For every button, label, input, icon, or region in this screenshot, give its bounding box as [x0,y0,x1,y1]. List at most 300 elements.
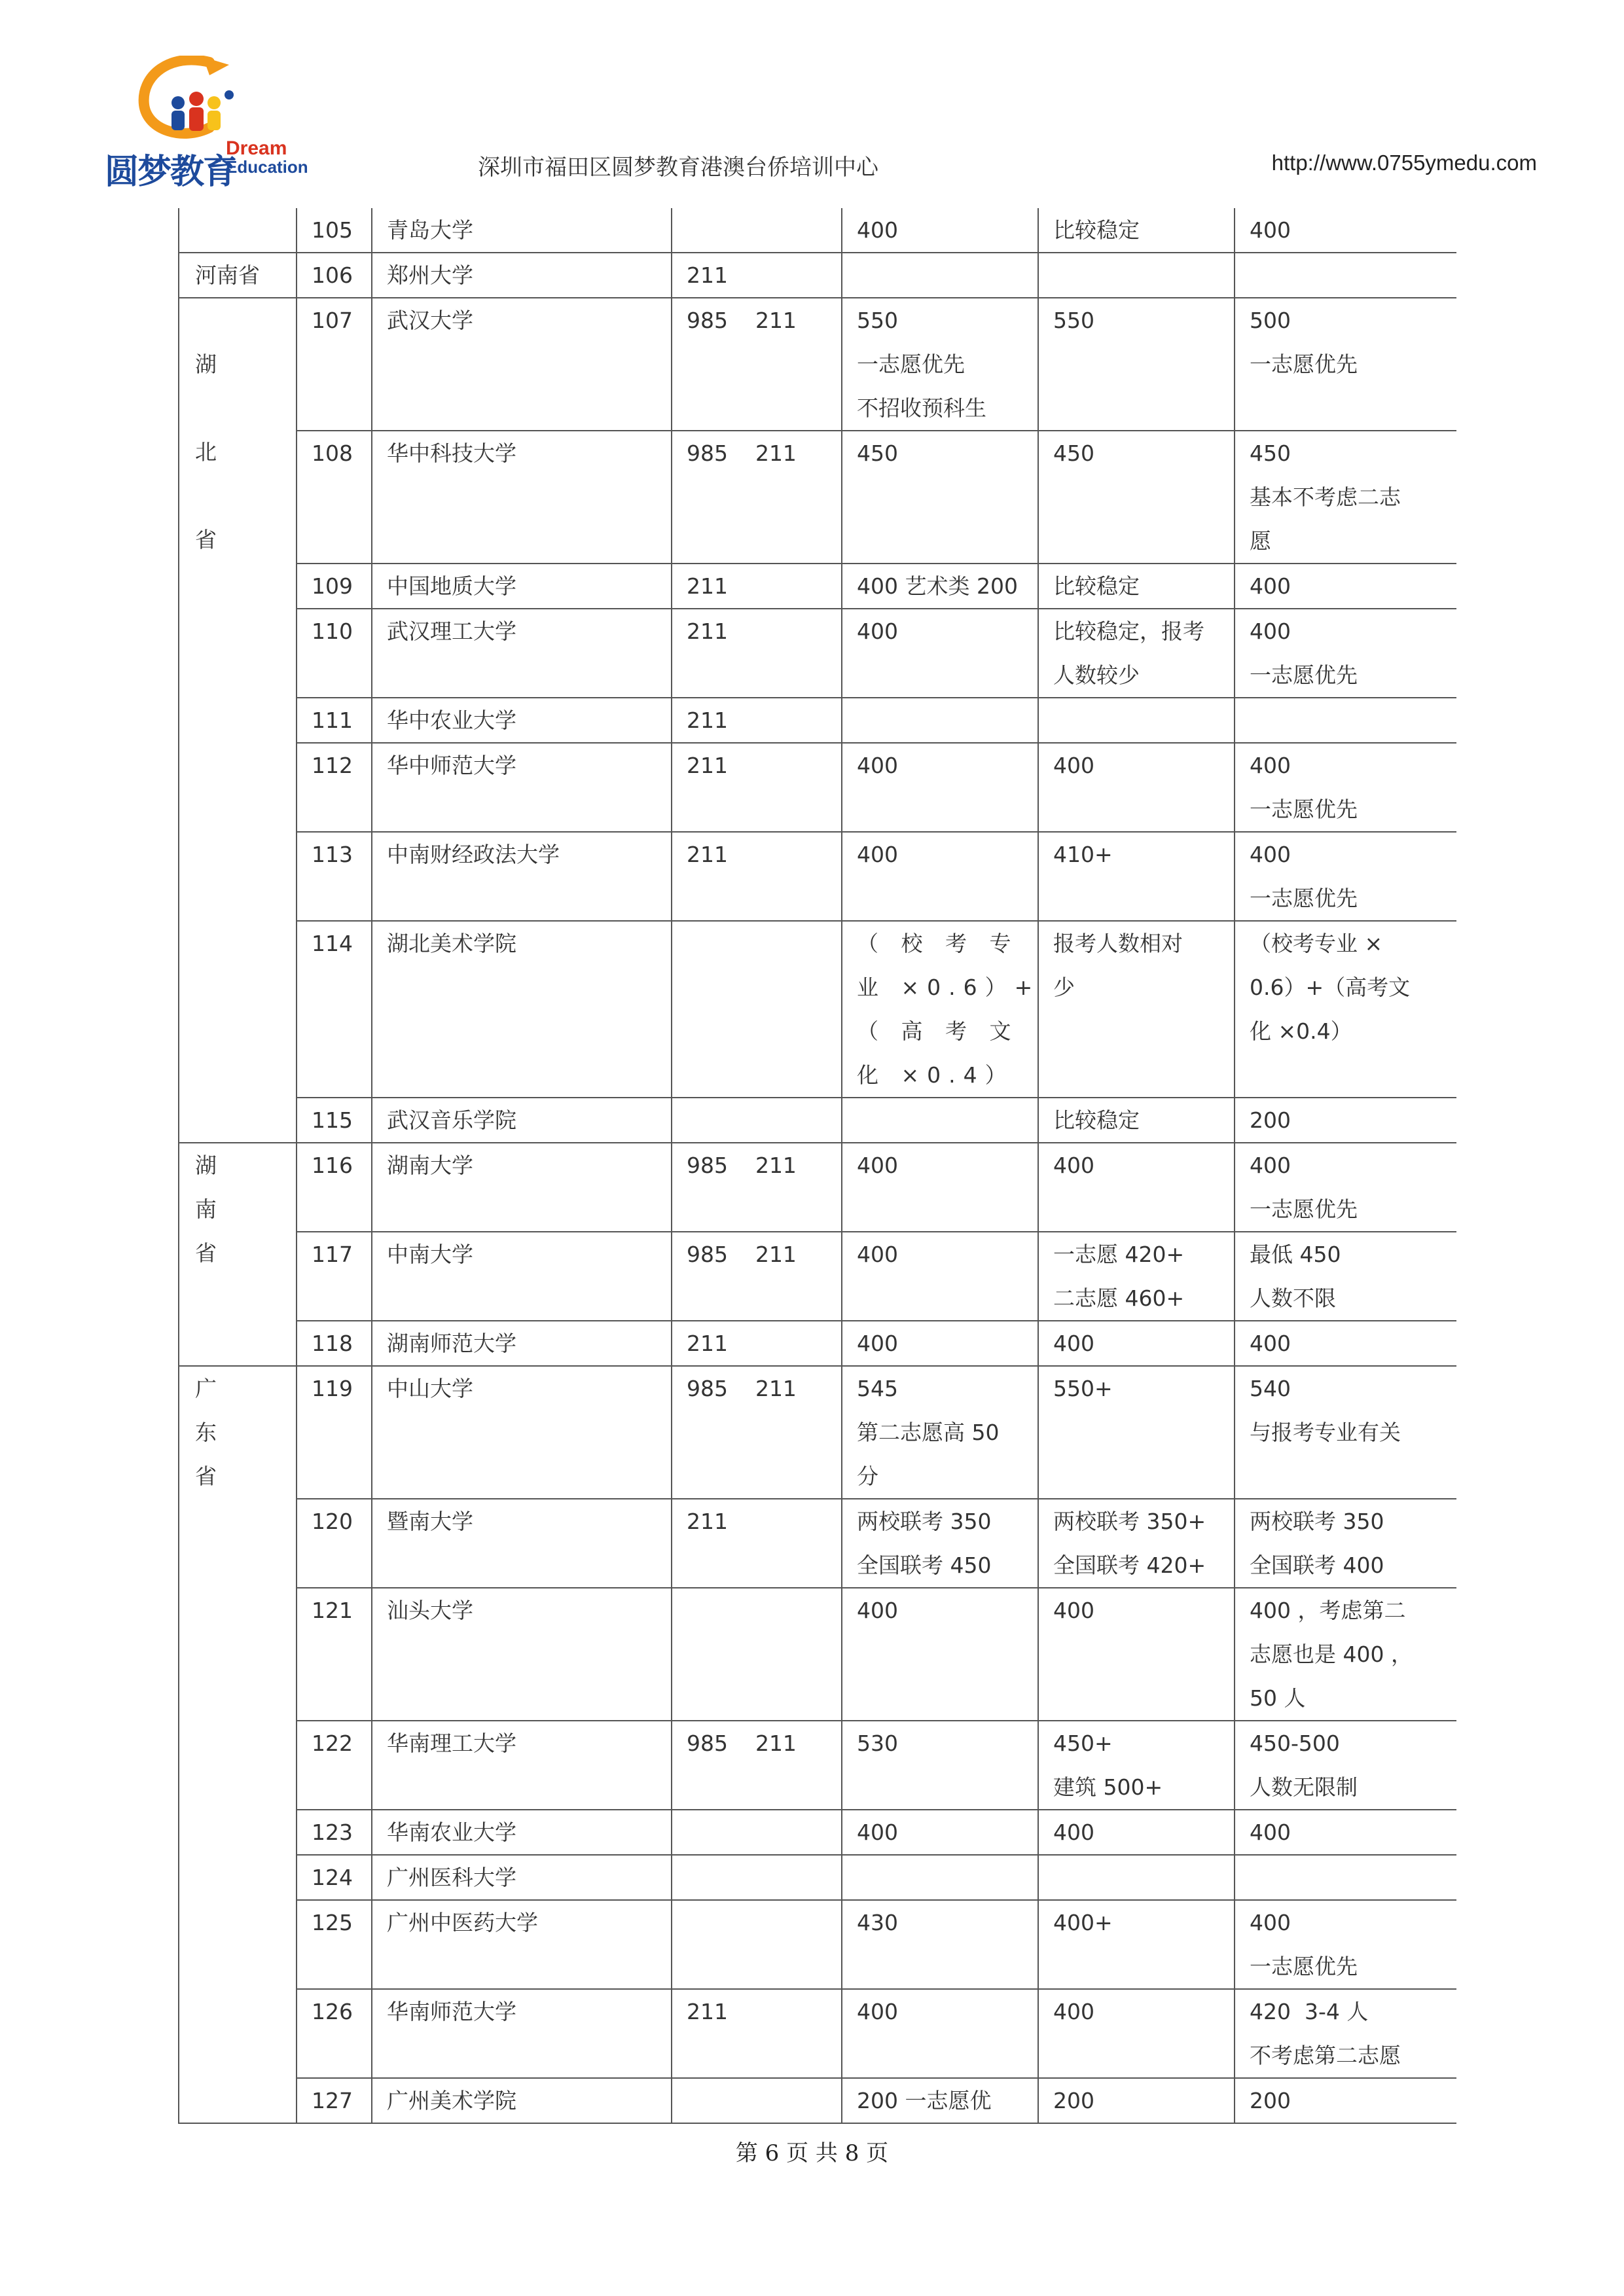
score-text: 二志愿 460+ [1053,1285,1185,1311]
table-row [179,1989,1456,2078]
school-number-cell [297,1721,372,1810]
score-text: 人数无限制 [1250,1774,1358,1800]
school-tag-cell [672,1721,842,1810]
school-tag: 211 [687,573,728,599]
score-text: 报考人数相对 [1053,931,1183,956]
score-cell-2 [1038,1499,1235,1588]
school-name-cell [372,698,672,743]
score-text: 450 [857,440,898,466]
score-cell-1 [842,921,1041,1098]
school-number: 105 [312,217,353,243]
school-name-cell [372,743,672,832]
score-text: 愿 [1250,528,1271,554]
school-number: 119 [312,1376,353,1401]
score-text: 500 [1250,308,1291,333]
province-label: 湖 [195,351,217,377]
table-row [179,431,1456,564]
score-cell-1 [842,431,1038,564]
score-text: 550+ [1053,1376,1113,1401]
score-text: 50 人 [1250,1685,1306,1711]
school-number-cell [297,609,372,698]
score-text: 200 一志愿优 [857,2088,992,2113]
school-number-cell [297,1855,372,1900]
score-cell-3 [1235,1721,1456,1810]
score-cell-3 [1235,1098,1456,1143]
school-number: 125 [312,1910,353,1935]
score-cell-2 [1038,1232,1235,1321]
score-cell-2 [1038,921,1235,1098]
score-text: 450 [1053,440,1094,466]
score-text: 400 [1053,1331,1094,1356]
school-tag: 985 211 [687,1153,797,1178]
score-cell-1 [842,253,1038,298]
province-label: 省 [195,527,217,552]
school-number-cell [297,832,372,921]
score-cell-2 [1038,1588,1235,1721]
school-tag-cell [672,743,842,832]
score-cell-3 [1235,564,1456,609]
school-name: 广州美术学院 [387,2088,516,2113]
score-text: 530 [857,1731,898,1756]
school-name: 湖南师范大学 [387,1331,516,1356]
score-text: 400 [1250,842,1291,867]
score-text: 两校联考 350 [1250,1509,1384,1534]
school-number: 115 [312,1107,353,1133]
school-number-cell [297,2078,372,2123]
school-number-cell [297,298,372,431]
score-text: （ 高 考 文 [857,1018,1019,1044]
school-number: 110 [312,619,353,644]
school-number-cell [297,1143,372,1232]
school-tag-cell [672,1900,842,1989]
school-name-cell [372,1989,672,2078]
score-text: 两校联考 350+ [1053,1509,1206,1534]
score-text: 410+ [1053,842,1113,867]
score-cell-1 [842,743,1038,832]
score-text: 420 3-4 人 [1250,1999,1369,2024]
school-tag-cell [672,832,842,921]
score-text: 第二志愿高 50 [857,1420,1000,1445]
table-row [179,832,1456,921]
school-name-cell [372,2078,672,2123]
school-tag-cell [672,208,842,253]
score-cell-1 [842,1810,1038,1855]
school-number-cell [297,698,372,743]
admission-table [178,208,1456,2124]
score-text: 400 [1053,753,1094,778]
score-text: 400 [1250,1331,1291,1356]
school-number: 122 [312,1731,353,1756]
school-number: 112 [312,753,353,778]
school-tag-cell [672,698,842,743]
school-tag: 211 [687,1509,728,1534]
score-text: 全国联考 400 [1250,1552,1384,1578]
score-text: 两校联考 350 [857,1509,992,1534]
school-number: 126 [312,1999,353,2024]
score-text: 不考虑第二志愿 [1250,2043,1401,2068]
school-name-cell [372,1810,672,1855]
table-row [179,743,1456,832]
score-text: 化 ×0.4） [1250,1018,1352,1044]
score-text: 一志愿优先 [1250,1954,1358,1979]
school-tag: 211 [687,708,728,733]
school-name-cell [372,1900,672,1989]
school-name-cell [372,1588,672,1721]
score-cell-3 [1235,698,1456,743]
province-label: 省 [195,1240,217,1266]
school-number: 116 [312,1153,353,1178]
score-cell-1 [842,2078,1038,2123]
score-cell-3 [1235,1499,1456,1588]
table-row [179,609,1456,698]
school-number-cell [297,1499,372,1588]
score-cell-2 [1038,1366,1235,1499]
score-cell-2 [1038,2078,1235,2123]
school-tag-cell [672,1366,842,1499]
score-text: 400 [1250,1910,1291,1935]
school-number: 117 [312,1242,353,1267]
school-name: 华南农业大学 [387,1820,516,1845]
score-text: 200 [1053,2088,1094,2113]
score-cell-3 [1235,253,1456,298]
score-cell-3 [1235,1321,1456,1366]
score-text: 人数不限 [1250,1285,1336,1311]
school-name-cell [372,431,672,564]
website-url[interactable]: http://www.0755ymedu.com [1271,151,1537,175]
school-name: 华南师范大学 [387,1999,516,2024]
school-name: 汕头大学 [387,1598,473,1623]
school-name-cell [372,1321,672,1366]
score-cell-1 [842,1143,1038,1232]
school-name-cell [372,253,672,298]
score-cell-2 [1038,208,1235,253]
score-text: 一志愿优先 [1250,662,1358,688]
score-text: 与报考专业有关 [1250,1420,1401,1445]
school-tag-cell [672,1321,842,1366]
table-row [179,698,1456,743]
school-name: 青岛大学 [387,217,473,243]
school-number: 127 [312,2088,353,2113]
school-tag-cell [672,1810,842,1855]
score-text: 业 ×0.6）+ [857,975,1041,1000]
score-cell-2 [1038,564,1235,609]
school-number: 107 [312,308,353,333]
school-tag: 985 211 [687,1242,797,1267]
table-row [179,1098,1456,1143]
score-text: 比较稳定 [1053,217,1140,243]
school-number: 108 [312,440,353,466]
school-name-cell [372,1855,672,1900]
school-tag: 211 [687,842,728,867]
school-name: 华中师范大学 [387,753,516,778]
school-number: 113 [312,842,353,867]
school-number: 120 [312,1509,353,1534]
score-text: 基本不考虑二志 [1250,484,1401,510]
score-text: 400 [857,1153,898,1178]
school-tag-cell [672,564,842,609]
score-text: 比较稳定，报考 [1053,619,1204,644]
score-text: 450 [1250,440,1291,466]
score-cell-1 [842,1900,1038,1989]
province-label: 北 [195,439,217,465]
score-text: 400 [1250,573,1291,599]
score-cell-1 [842,1499,1038,1588]
score-cell-1 [842,208,1038,253]
score-text: 少 [1053,975,1075,1000]
school-number-cell [297,921,372,1098]
school-number: 124 [312,1865,353,1890]
table-row [179,253,1456,298]
school-name-cell [372,208,672,253]
table-row [179,1588,1456,1721]
score-text: 400 [1053,1999,1094,2024]
school-number-cell [297,1232,372,1321]
score-text: 450-500 [1250,1731,1340,1756]
score-cell-3 [1235,1588,1456,1721]
score-cell-3 [1235,1989,1456,2078]
school-number-cell [297,743,372,832]
score-text: 一志愿优先 [1250,886,1358,911]
score-cell-1 [842,698,1038,743]
score-cell-3 [1235,1900,1456,1989]
province-label: 河南省 [195,262,260,288]
school-tag-cell [672,921,842,1098]
school-number-cell [297,431,372,564]
score-text: 一志愿优先 [1250,1196,1358,1222]
score-cell-2 [1038,298,1235,431]
school-name-cell [372,832,672,921]
score-cell-2 [1038,1321,1235,1366]
score-text: 200 [1250,1107,1291,1133]
table-row [179,1366,1456,1499]
score-text: 550 [1053,308,1094,333]
table-row [179,1810,1456,1855]
score-cell-2 [1038,609,1235,698]
score-text: （ 校 考 专 [857,931,1019,956]
score-text: 430 [857,1910,898,1935]
school-name: 华中农业大学 [387,708,516,733]
school-number: 114 [312,931,353,956]
score-cell-3 [1235,609,1456,698]
score-text: （校考专业 × [1250,931,1383,956]
score-cell-2 [1038,1900,1235,1989]
school-name: 郑州大学 [387,262,473,288]
province-cell [179,208,297,253]
table-row [179,921,1456,1098]
school-number: 111 [312,708,353,733]
score-cell-2 [1038,832,1235,921]
school-tag: 985 211 [687,1731,797,1756]
page-footer: 第 6 页 共 8 页 [735,2140,889,2166]
score-cell-3 [1235,921,1456,1098]
school-tag-cell [672,1098,842,1143]
school-name-cell [372,921,672,1098]
school-tag: 211 [687,619,728,644]
score-text: 0.6）+（高考文 [1250,975,1411,1000]
school-tag-cell [672,1143,842,1232]
score-cell-1 [842,1232,1038,1321]
school-name: 武汉大学 [387,308,473,333]
score-cell-2 [1038,1810,1235,1855]
organization-name: 深圳市福田区圆梦教育港澳台侨培训中心 [478,154,878,181]
score-text: 400 [857,619,898,644]
school-tag: 985 211 [687,440,797,466]
score-cell-3 [1235,1810,1456,1855]
logo-dream-text: Dream [226,137,287,159]
province-label: 东 [195,1420,217,1445]
score-cell-3 [1235,832,1456,921]
score-text: 400 [857,1820,898,1845]
school-name: 武汉音乐学院 [387,1107,516,1133]
score-text: 400 [857,1598,898,1623]
score-cell-3 [1235,743,1456,832]
school-tag-cell [672,1989,842,2078]
score-cell-1 [842,1855,1038,1900]
school-tag-cell [672,2078,842,2123]
score-text: 200 [1250,2088,1291,2113]
logo-chinese-text: 圆梦教育 [105,152,236,192]
school-name-cell [372,1143,672,1232]
school-tag: 211 [687,753,728,778]
score-text: 最低 450 [1250,1242,1341,1267]
score-text: 400 艺术类 200 [857,573,1018,599]
score-cell-3 [1235,431,1456,564]
score-cell-3 [1235,208,1456,253]
school-name: 湖南大学 [387,1153,473,1178]
school-name: 广州中医药大学 [387,1910,538,1935]
score-cell-3 [1235,1143,1456,1232]
province-label: 湖 [195,1153,217,1178]
score-cell-1 [842,1366,1038,1499]
score-text: 全国联考 450 [857,1552,992,1578]
table-row [179,564,1456,609]
table-row [179,298,1456,431]
school-number: 121 [312,1598,353,1623]
score-cell-3 [1235,1366,1456,1499]
score-text: 分 [857,1463,878,1489]
school-number-cell [297,208,372,253]
score-text: 400 [857,1999,898,2024]
school-number-cell [297,1989,372,2078]
school-name-cell [372,298,672,431]
score-text: 450+ [1053,1731,1113,1756]
school-tag: 985 211 [687,308,797,333]
school-tag-cell [672,1232,842,1321]
score-text: 全国联考 420+ [1053,1552,1206,1578]
score-text: 一志愿优先 [1250,351,1358,377]
score-cell-1 [842,1588,1038,1721]
score-text: 400 [857,842,898,867]
province-cell [179,298,297,1143]
school-number-cell [297,1321,372,1366]
score-cell-2 [1038,253,1235,298]
score-cell-2 [1038,743,1235,832]
score-text: 400 [857,1242,898,1267]
score-text: 一志愿优先 [1250,797,1358,822]
school-name: 华中科技大学 [387,440,516,466]
school-name: 中南大学 [387,1242,473,1267]
score-cell-3 [1235,2078,1456,2123]
school-name: 中山大学 [387,1376,473,1401]
score-text: 一志愿 420+ [1053,1242,1185,1267]
score-text: 400 ，考虑第二 [1250,1598,1406,1623]
school-name: 中南财经政法大学 [387,842,560,867]
score-cell-1 [842,1321,1038,1366]
score-text: 人数较少 [1053,662,1140,688]
school-number: 106 [312,262,353,288]
score-cell-3 [1235,298,1456,431]
school-name-cell [372,609,672,698]
school-name: 暨南大学 [387,1509,473,1534]
score-cell-2 [1038,1855,1235,1900]
score-cell-1 [842,1989,1038,2078]
score-cell-2 [1038,1098,1235,1143]
school-name: 武汉理工大学 [387,619,516,644]
score-text: 志愿也是 400 ， [1250,1641,1413,1667]
school-number-cell [297,1588,372,1721]
score-text: 一志愿优先 [857,351,965,377]
score-cell-1 [842,1721,1038,1810]
school-name: 广州医科大学 [387,1865,516,1890]
school-number-cell [297,1098,372,1143]
score-cell-3 [1235,1855,1456,1900]
school-tag-cell [672,1855,842,1900]
table-row [179,1232,1456,1321]
score-text: 建筑 500+ [1053,1774,1163,1800]
province-label: 省 [195,1463,217,1489]
school-tag-cell [672,431,842,564]
school-number-cell [297,1900,372,1989]
score-text: 400 [1053,1820,1094,1845]
school-name-cell [372,1366,672,1499]
score-cell-2 [1038,1143,1235,1232]
score-cell-2 [1038,698,1235,743]
score-text: 400 [1250,753,1291,778]
score-cell-3 [1235,1232,1456,1321]
score-cell-1 [842,1098,1038,1143]
score-cell-1 [842,609,1038,698]
school-number-cell [297,564,372,609]
province-cell [179,1143,297,1366]
score-cell-2 [1038,1989,1235,2078]
score-text: 400 [1250,1153,1291,1178]
province-cell [179,253,297,298]
school-name-cell [372,1232,672,1321]
score-text: 550 [857,308,898,333]
school-number-cell [297,253,372,298]
score-text: 400 [1053,1153,1094,1178]
school-name: 华南理工大学 [387,1731,516,1756]
score-cell-2 [1038,1721,1235,1810]
score-cell-2 [1038,431,1235,564]
school-number: 109 [312,573,353,599]
school-name-cell [372,1721,672,1810]
score-text: 400 [857,217,898,243]
score-text: 545 [857,1376,898,1401]
score-text: 400 [1250,619,1291,644]
province-cell [179,1366,297,2123]
score-cell-1 [842,564,1038,609]
table-row [179,1900,1456,1989]
score-text: 400 [1053,1598,1094,1623]
logo-education-text: Education [226,157,308,177]
score-text: 比较稳定 [1053,1107,1140,1133]
table-row [179,2078,1456,2123]
score-text: 540 [1250,1376,1291,1401]
score-cell-1 [842,298,1038,431]
province-label: 广 [195,1376,217,1401]
logo-emblem-icon [131,56,249,144]
